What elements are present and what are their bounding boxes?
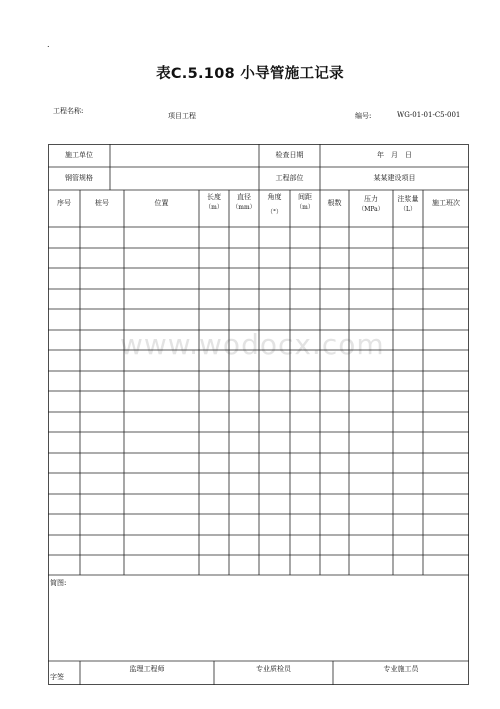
steel-pipe-spec-label: 钢管规格: [65, 174, 93, 183]
sketch-label: 简图:: [50, 578, 67, 587]
location-field[interactable]: 某某建设项目: [373, 174, 416, 183]
watermark: www.wodocx.com: [120, 328, 385, 361]
header-spacing-unit: （m）: [296, 204, 314, 212]
quality-inspector-label: 专业质检员: [256, 664, 291, 673]
sign-label: 字签: [50, 672, 64, 681]
header-grout-unit: （L）: [400, 206, 416, 214]
header-stake: 桩号: [95, 199, 109, 207]
header-position: 位置: [154, 199, 169, 207]
header-grout: 注浆量: [397, 194, 419, 203]
stray-dot: .: [47, 40, 50, 49]
construction-unit-field[interactable]: [110, 144, 259, 167]
header-diameter: 直径: [237, 192, 251, 201]
code-value: WG-01-01-C5-001: [397, 111, 461, 119]
header-angle: 角度: [267, 192, 282, 201]
construction-unit-label: 施工单位: [65, 151, 93, 160]
project-name-value: 项目工程: [168, 112, 196, 120]
inspection-date-label: 检查日期: [275, 151, 304, 160]
data-rows: [48, 248, 469, 575]
header-angle-unit: （°）: [266, 209, 282, 217]
steel-pipe-spec-field[interactable]: [110, 167, 259, 190]
header-diameter-unit: （mm）: [232, 204, 256, 212]
location-label: 工程部位: [275, 174, 304, 183]
page-title: 表C.5.108 小导管施工记录: [156, 66, 344, 82]
header-shift: 施工班次: [432, 199, 460, 207]
header-length: 长度: [207, 192, 221, 201]
header-count: 根数: [327, 199, 342, 207]
header-pressure: 压力: [364, 194, 378, 203]
inspection-date-field[interactable]: 年 月 日: [377, 151, 412, 160]
builder-label: 专业施工员: [383, 664, 419, 673]
header-spacing: 间距: [298, 192, 312, 201]
sketch-area[interactable]: [49, 590, 468, 660]
code-label: 编号:: [355, 112, 372, 120]
supervisor-engineer-label: 监理工程师: [129, 664, 165, 673]
project-name-label: 工程名称:: [53, 107, 84, 115]
header-length-unit: （m）: [205, 204, 223, 212]
header-seq: 序号: [57, 199, 71, 207]
header-pressure-unit: （MPa）: [358, 206, 384, 214]
